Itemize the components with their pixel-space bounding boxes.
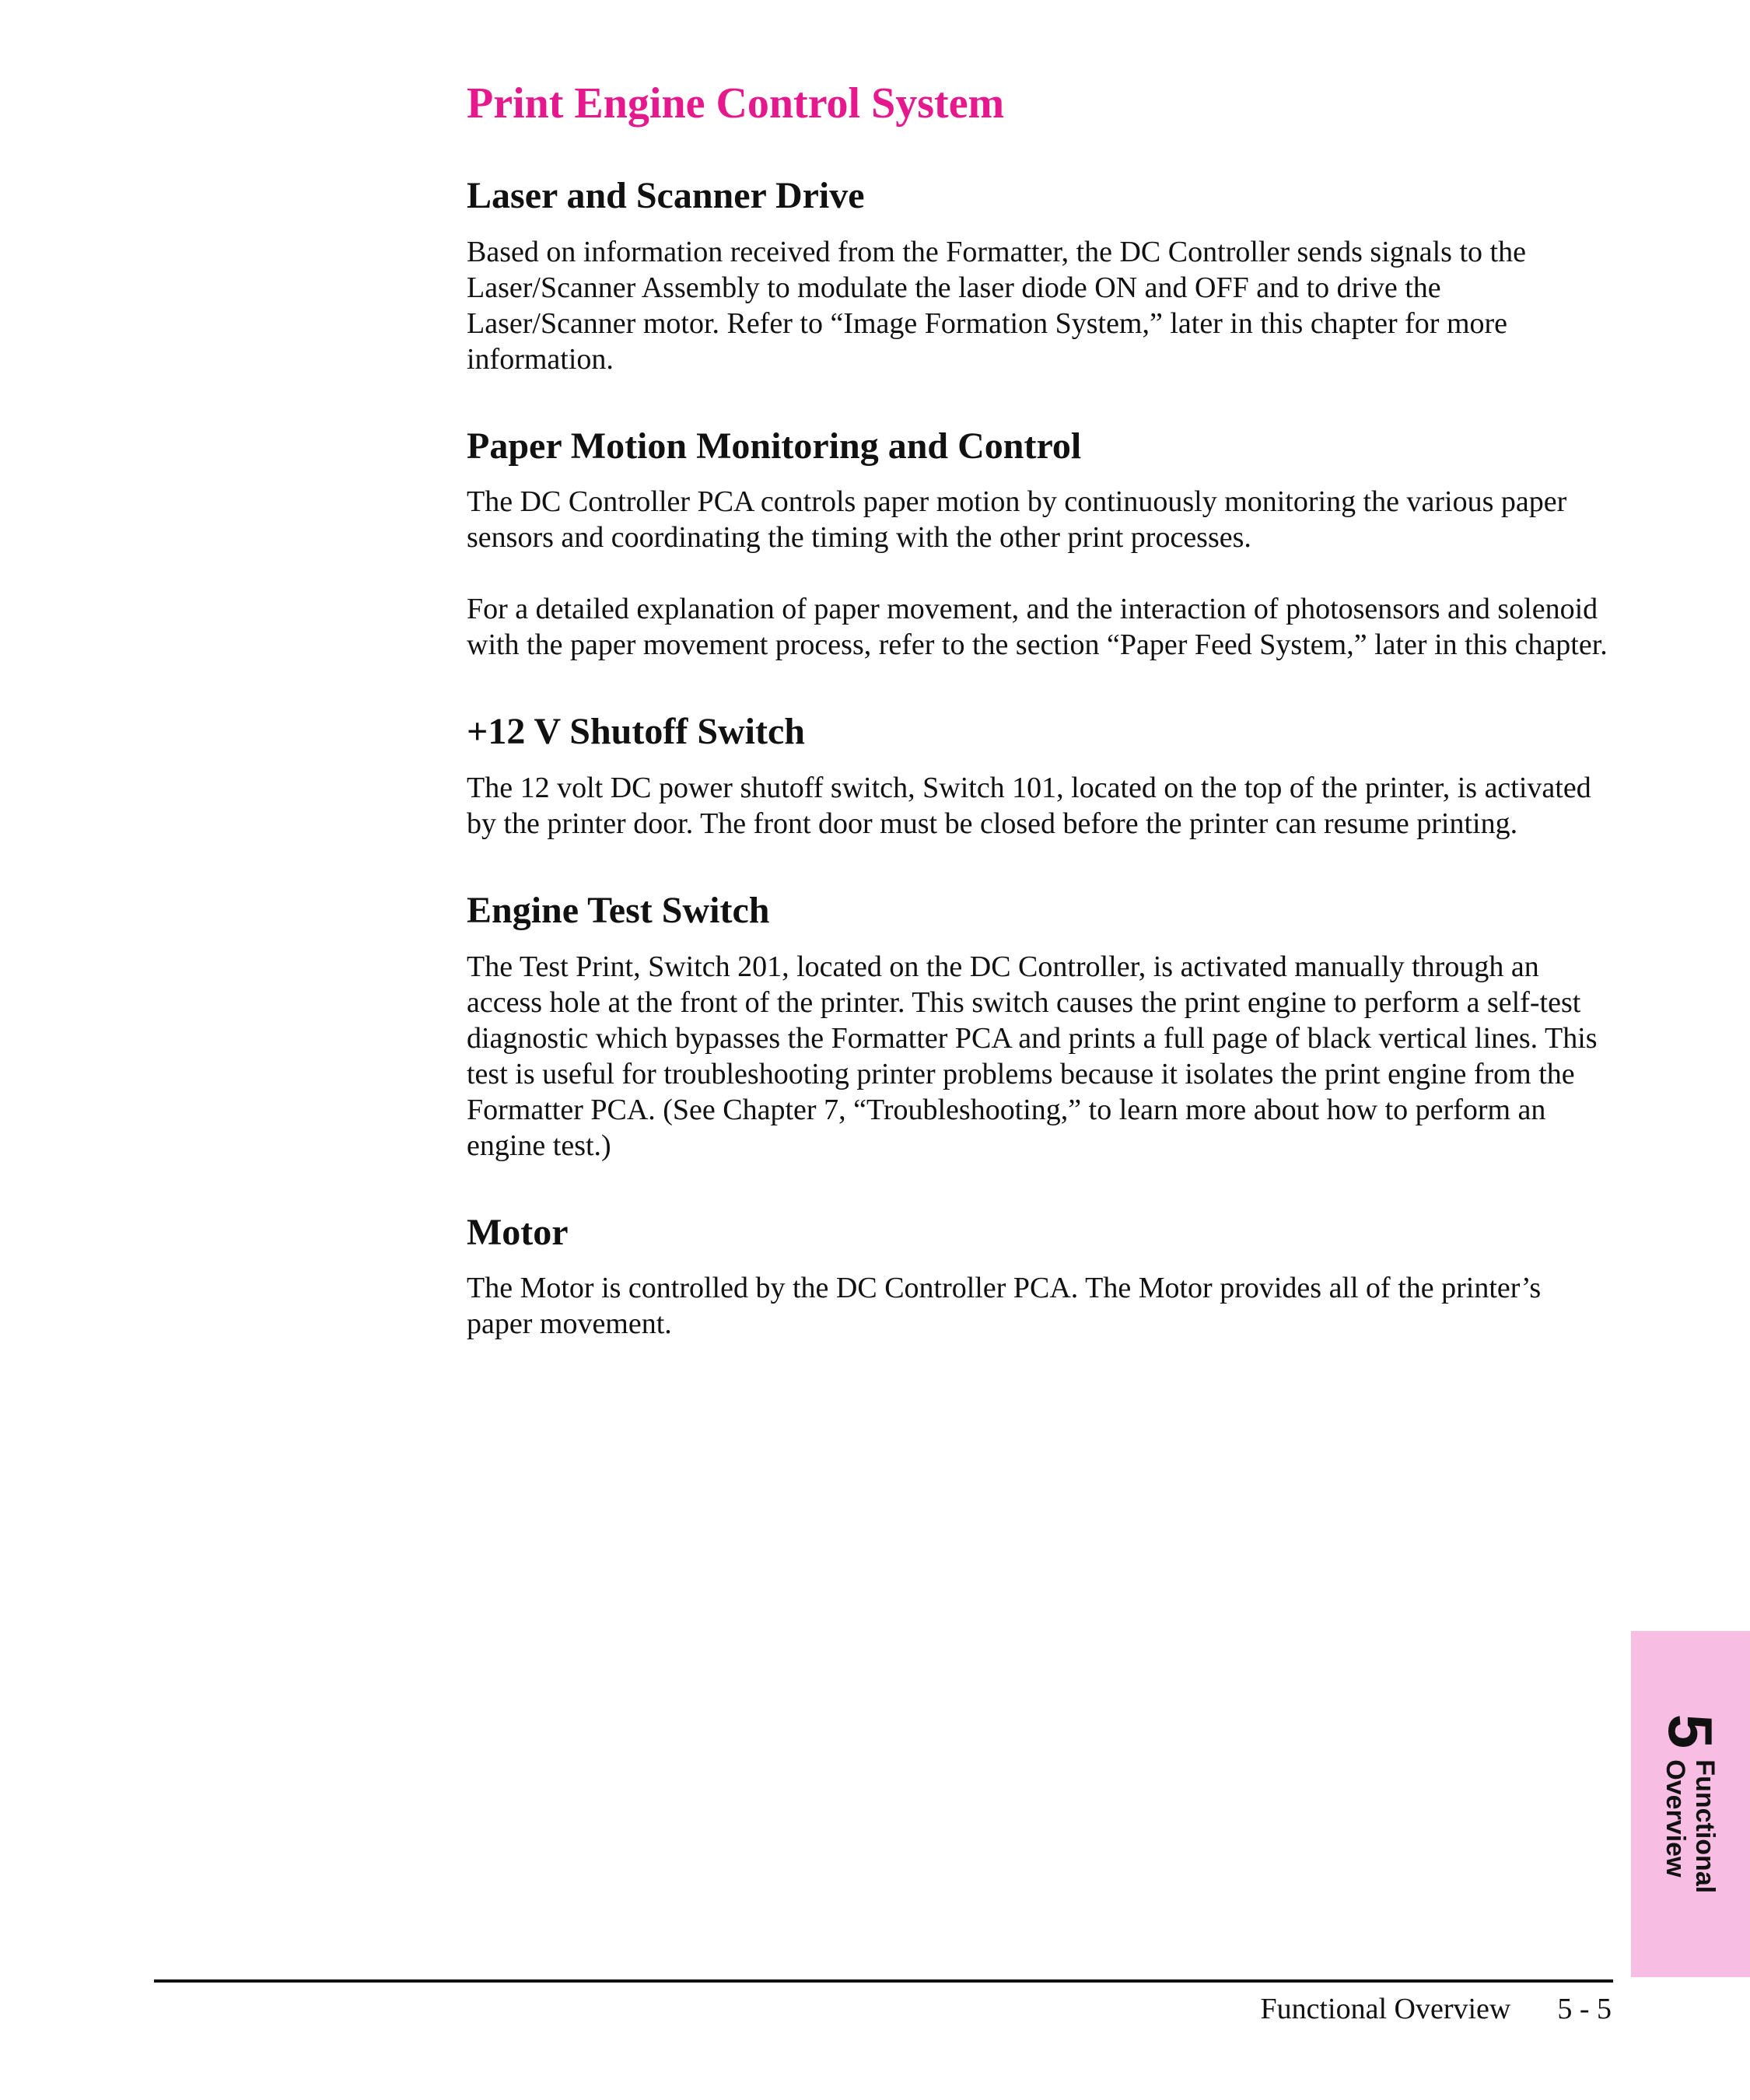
chapter-tab-line2: Overview	[1661, 1759, 1690, 1878]
section-motor	[467, 1210, 1610, 1342]
chapter-tab	[1631, 1631, 1750, 1977]
page-title: Print Engine Control System	[467, 79, 1005, 128]
section-heading: Motor	[467, 1211, 569, 1253]
section-paper-motion	[467, 424, 1610, 663]
section-heading: +12 V Shutoff Switch	[467, 711, 805, 753]
section-laser-scanner-drive	[467, 173, 1610, 377]
chapter-tab-line1: Functional	[1690, 1759, 1720, 1894]
section-shutoff-switch	[467, 709, 1610, 842]
section-paragraph: The Motor is controlled by the DC Controller PCA. The Motor provides all of the printer’s paper movement.	[467, 1272, 1542, 1341]
footer-page-number: 5 - 5	[1557, 1993, 1612, 2025]
page-content	[467, 78, 1610, 1388]
chapter-tab-label	[1656, 1713, 1725, 1894]
section-heading: Paper Motion Monitoring and Control	[467, 425, 1082, 467]
footer-chapter-title: Functional Overview	[1260, 1993, 1511, 2025]
section-engine-test-switch	[467, 888, 1610, 1164]
section-heading: Engine Test Switch	[467, 889, 770, 931]
section-paragraph: The 12 volt DC power shutoff switch, Switch 101, located on the top of the printer, is activated by the printer door. The front door must be closed before the printer can resume printing.	[467, 771, 1591, 840]
chapter-tab-number: 5	[1656, 1713, 1725, 1749]
chapter-tab-text	[1661, 1759, 1720, 1893]
section-heading: Laser and Scanner Drive	[467, 175, 865, 217]
section-paragraph: Based on information received from the Formatter, the DC Controller sends signals to the Laser/Scanner Assembly to modulate the laser diode ON and OFF and to drive the Laser/Scanner motor. Refer to “Image Formation System,” later in this chapter for more information.	[467, 235, 1526, 376]
footer-rule	[154, 1979, 1613, 1983]
section-paragraph: The Test Print, Switch 201, located on the DC Controller, is activated manually through an access hole at the front of the printer. This switch causes the print engine to perform a self-test diagnostic which bypasses the Formatter PCA and prints a full page of black vertical lines. This test is useful for troubleshooting printer problems because it isolates the print engine from the Formatter PCA. (See Chapter 7, “Troubleshooting,” to learn more about how to perform an engine test.)	[467, 950, 1598, 1162]
page-footer	[1260, 1990, 1612, 2028]
section-paragraph: The DC Controller PCA controls paper motion by continuously monitoring the various paper sensors and coordinating the timing with the other print processes.	[467, 485, 1567, 555]
section-paragraph: For a detailed explanation of paper movement, and the interaction of photosensors and solenoid with the paper movement process, refer to the section “Paper Feed System,” later in this chapter.	[467, 593, 1608, 662]
